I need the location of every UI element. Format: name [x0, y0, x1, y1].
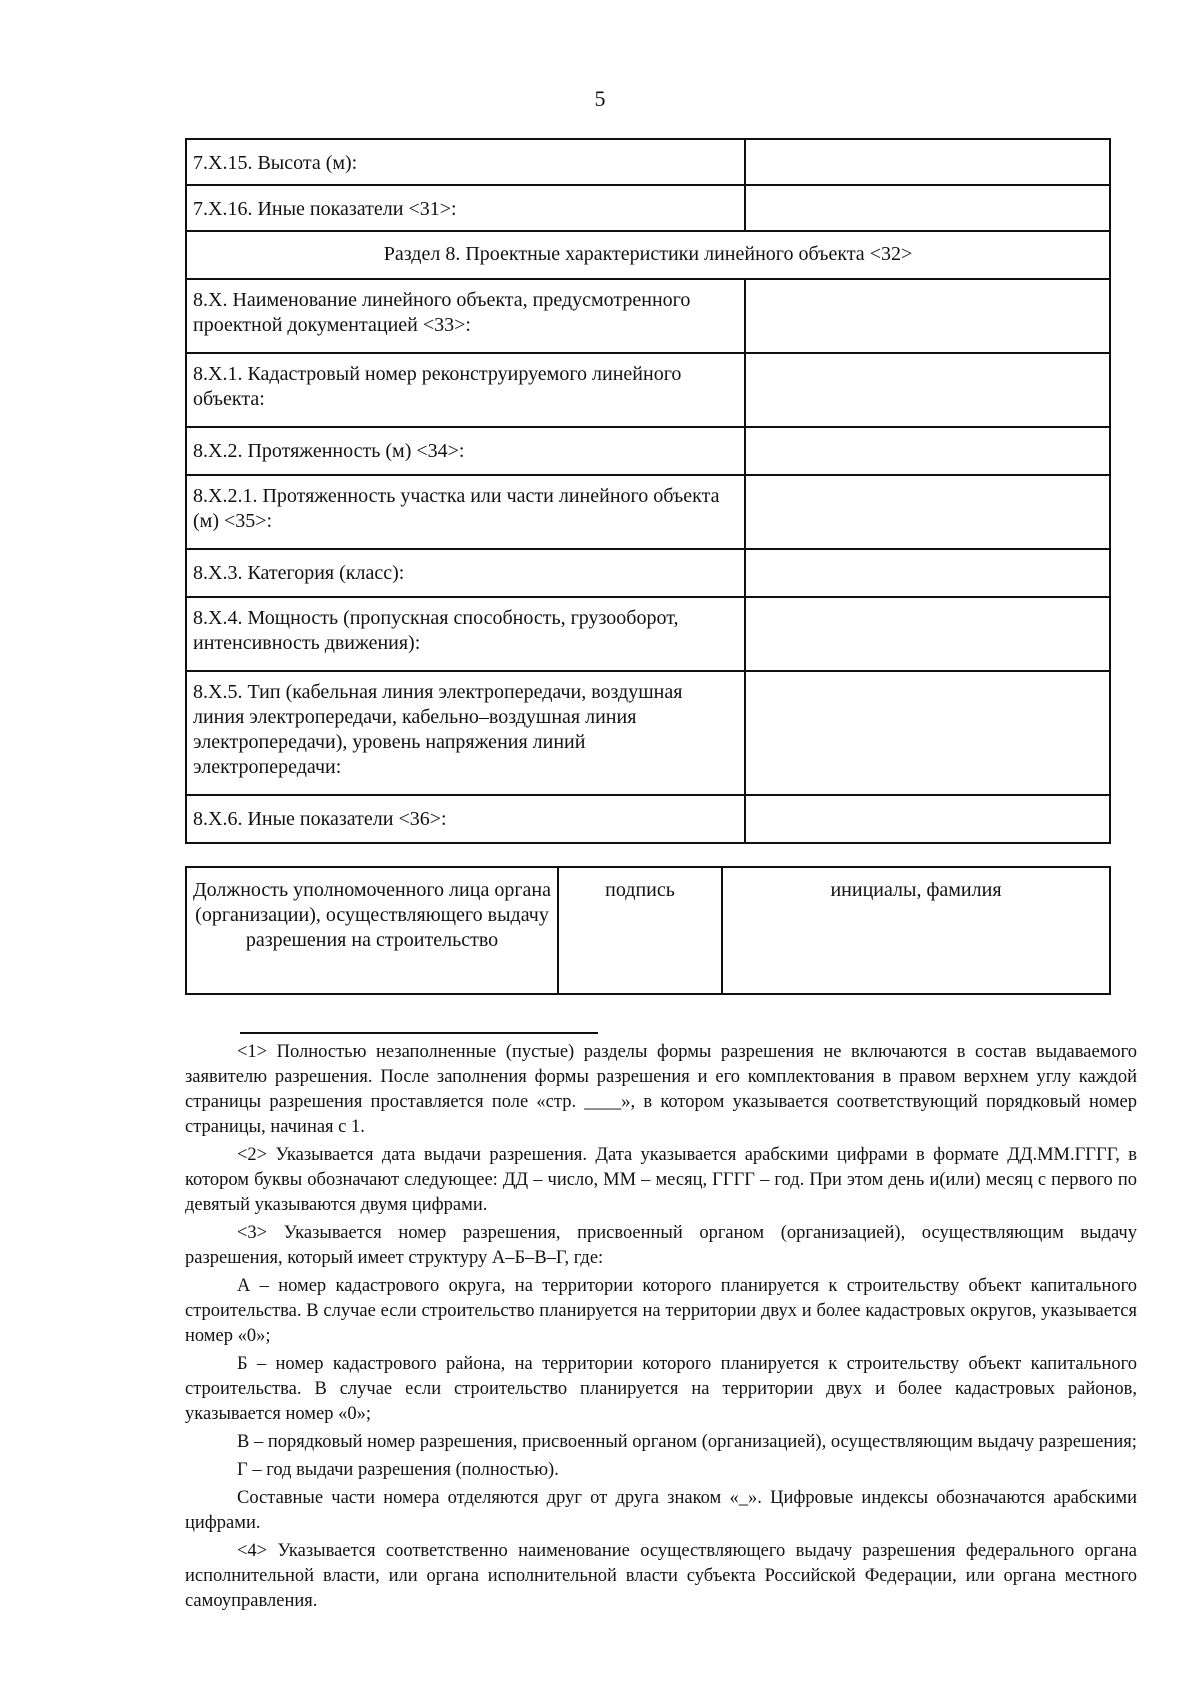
section-title: Раздел 8. Проектные характеристики линейного объекта <32> — [186, 231, 1110, 279]
footnote-paragraph: А – номер кадастрового округа, на территории которого планируется к строительству объект капитального строительства. В случае если строительство планируется на территории двух и более кадастровых округов, указывается номер «0»; — [185, 1276, 1137, 1346]
row-value-cell[interactable] — [745, 279, 1110, 353]
row-label: 8.X.2. Протяженность (м) <34>: — [186, 427, 745, 475]
row-value-cell[interactable] — [745, 795, 1110, 843]
characteristics-table-body — [186, 139, 1110, 843]
footnote-paragraph: Составные части номера отделяются друг от друга знаком «_». Цифровые индексы обозначаются арабскими цифрами. — [185, 1488, 1137, 1533]
footnote-paragraph: В – порядковый номер разрешения, присвоенный органом (организацией), осуществляющим выдачу разрешения; — [237, 1432, 1137, 1452]
characteristics-table — [185, 138, 1111, 844]
row-label: 8.X.5. Тип (кабельная линия электропередачи, воздушная линия электропередачи, кабельно–воздушная линия электропередачи), уровень напряжения линий электропередачи: — [186, 671, 745, 795]
row-label: 8.X.1. Кадастровый номер реконструируемого линейного объекта: — [186, 353, 745, 427]
footnote-paragraph: <2> Указывается дата выдачи разрешения. Дата указывается арабскими цифрами в формате ДД.ММ.ГГГГ, в котором буквы обозначают следующее: ДД – число, ММ – месяц, ГГГГ – год. При этом день и(или) месяц с первого по девятый указываются двумя цифрами. — [185, 1145, 1137, 1215]
row-label: 8.X.6. Иные показатели <36>: — [186, 795, 745, 843]
row-label: 8.X.4. Мощность (пропускная способность, грузооборот, интенсивность движения): — [186, 597, 745, 671]
name-label: инициалы, фамилия — [722, 867, 1110, 994]
footnote-paragraph: Б – номер кадастрового района, на территории которого планируется к строительству объект капитального строительства. В случае если строительство планируется на территории двух и более кадастровых районов, указывается номер «0»; — [185, 1354, 1137, 1424]
table-row — [186, 475, 1110, 549]
row-value-cell[interactable] — [745, 475, 1110, 549]
page-number: 5 — [594, 86, 606, 111]
table-row — [186, 139, 1110, 185]
footnote-separator — [240, 1032, 598, 1034]
section-header-row — [186, 231, 1110, 279]
row-label: 7.X.15. Высота (м): — [186, 139, 745, 185]
row-value-cell[interactable] — [745, 549, 1110, 597]
footnote-paragraph: <1> Полностью незаполненные (пустые) разделы формы разрешения не включаются в состав выдаваемого заявителю разрешения. После заполнения формы разрешения и его комплектования в правом верхнем углу каждой страницы разрешения проставляется поле «стр. ____», в котором указывается соответствующий порядковый номер страницы, начиная с 1. — [185, 1042, 1137, 1137]
table-row — [186, 185, 1110, 231]
table-row — [186, 353, 1110, 427]
table-row — [186, 549, 1110, 597]
position-label: Должность уполномоченного лица органа (организации), осуществляющего выдачу разрешения на строительство — [186, 867, 558, 994]
table-row — [186, 671, 1110, 795]
footnote-paragraph: <3> Указывается номер разрешения, присвоенный органом (организацией), осуществляющим выдачу разрешения, который имеет структуру А–Б–В–Г, где: — [185, 1223, 1137, 1268]
row-value-cell[interactable] — [745, 353, 1110, 427]
row-value-cell[interactable] — [745, 185, 1110, 231]
row-label: 7.X.16. Иные показатели <31>: — [186, 185, 745, 231]
row-value-cell[interactable] — [745, 139, 1110, 185]
footnote-paragraph: <4> Указывается соответственно наименование осуществляющего выдачу разрешения федерального органа исполнительной власти, или органа исполнительной власти субъекта Российской Федерации, или органа местного самоуправления. — [185, 1541, 1137, 1611]
row-label: 8.X.3. Категория (класс): — [186, 549, 745, 597]
footnote-paragraph: Г – год выдачи разрешения (полностью). — [237, 1460, 559, 1480]
row-label: 8.X. Наименование линейного объекта, предусмотренного проектной документацией <33>: — [186, 279, 745, 353]
table-row — [186, 597, 1110, 671]
row-value-cell[interactable] — [745, 597, 1110, 671]
signature-table — [185, 866, 1111, 995]
signature-label: подпись — [558, 867, 722, 994]
row-value-cell[interactable] — [745, 671, 1110, 795]
table-row — [186, 795, 1110, 843]
table-row — [186, 427, 1110, 475]
row-value-cell[interactable] — [745, 427, 1110, 475]
signature-row — [186, 867, 1110, 994]
row-label: 8.X.2.1. Протяженность участка или части линейного объекта (м) <35>: — [186, 475, 745, 549]
table-row — [186, 279, 1110, 353]
footnotes — [185, 1040, 1137, 1617]
